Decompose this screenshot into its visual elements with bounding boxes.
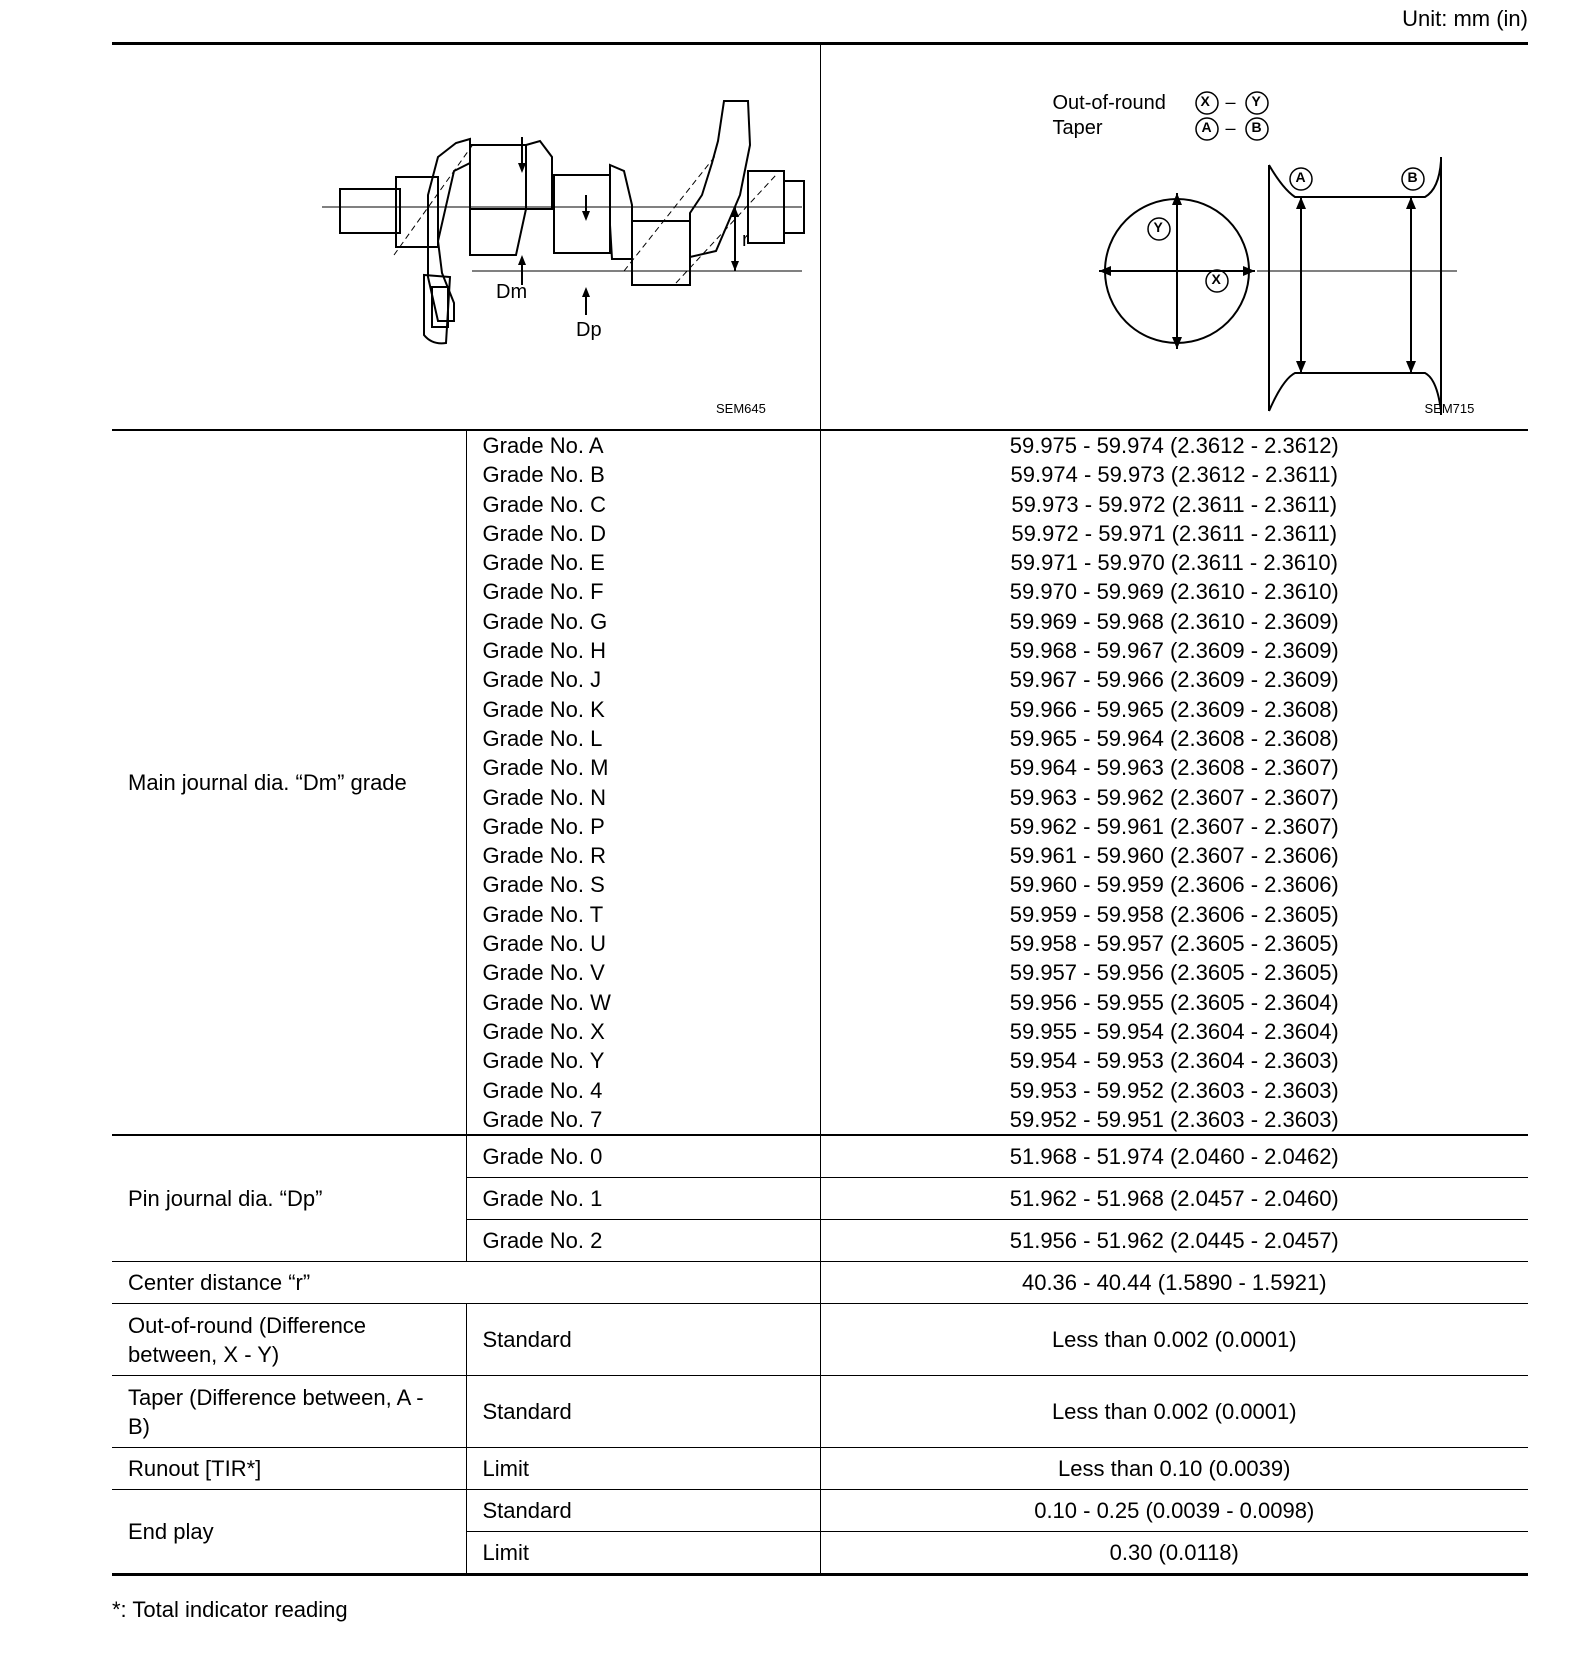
out-of-round-label: Out-of-round (Difference between, X - Y) xyxy=(112,1304,466,1376)
grade-value: 51.956 - 51.962 (2.0445 - 2.0457) xyxy=(820,1220,1528,1262)
grade-label: Grade No. 7 xyxy=(482,1106,603,1132)
mark-b-caption: B xyxy=(1251,119,1262,135)
taper-caption: Taper xyxy=(1052,117,1103,139)
mark-x-figure: X xyxy=(1211,271,1221,287)
runout-label: Runout [TIR*] xyxy=(112,1448,466,1490)
out-of-round-caption: Out-of-round xyxy=(1052,92,1166,114)
mark-y-figure: Y xyxy=(1153,219,1163,235)
dash-2: – xyxy=(1225,118,1236,138)
grade-value: 59.963 - 59.962 (2.3607 - 2.3607) xyxy=(1009,784,1339,810)
grade-value: 59.956 - 59.955 (2.3605 - 2.3604) xyxy=(1009,989,1339,1015)
taper-row xyxy=(112,1376,1528,1448)
grade-label: Grade No. 4 xyxy=(482,1077,603,1103)
runout-type: Limit xyxy=(466,1448,820,1490)
grade-value: 59.973 - 59.972 (2.3611 - 2.3611) xyxy=(1011,491,1338,517)
grade-label: Grade No. J xyxy=(482,667,602,693)
grade-label: Grade No. C xyxy=(482,491,606,517)
grade-label: Grade No. B xyxy=(482,462,605,488)
grade-label: Grade No. V xyxy=(482,960,605,986)
grade-label: Grade No. E xyxy=(482,550,605,576)
crankshaft-figure-cell xyxy=(112,44,820,431)
pin-journal-row xyxy=(112,1135,1528,1178)
end-play-standard-label: Standard xyxy=(466,1490,820,1532)
crankshaft-diagram xyxy=(112,45,820,429)
grade-label: Grade No. 0 xyxy=(466,1135,820,1178)
mark-b-figure: B xyxy=(1407,169,1418,185)
end-play-standard-value: 0.10 - 0.25 (0.0039 - 0.0098) xyxy=(820,1490,1528,1532)
taper-label: Taper (Difference between, A - B) xyxy=(112,1376,466,1448)
figure-row xyxy=(112,44,1528,431)
unit-label: Unit: mm (in) xyxy=(1402,6,1528,31)
out-of-round-row xyxy=(112,1304,1528,1376)
end-play-label: End play xyxy=(112,1490,466,1575)
grade-label: Grade No. D xyxy=(482,520,606,546)
figure-code-right: SEM715 xyxy=(1424,401,1475,416)
grade-value: 59.957 - 59.956 (2.3605 - 2.3605) xyxy=(1009,960,1339,986)
journal-measure-diagram xyxy=(821,45,1529,429)
mark-a-figure: A xyxy=(1295,169,1306,185)
main-journal-row xyxy=(112,430,1528,1135)
grade-value: 59.959 - 59.958 (2.3606 - 2.3605) xyxy=(1009,901,1339,927)
r-label: r xyxy=(742,229,749,251)
dm-label: Dm xyxy=(496,281,528,303)
grade-label: Grade No. 1 xyxy=(466,1178,820,1220)
grade-value: 59.954 - 59.953 (2.3604 - 2.3603) xyxy=(1009,1048,1339,1074)
center-distance-row xyxy=(112,1262,1528,1304)
grade-value: 59.964 - 59.963 (2.3608 - 2.3607) xyxy=(1009,755,1339,781)
grade-label: Grade No. W xyxy=(482,989,611,1015)
grade-label: Grade No. R xyxy=(482,843,606,869)
grade-label: Grade No. Y xyxy=(482,1048,605,1074)
grade-label: Grade No. G xyxy=(482,608,608,634)
mark-a-caption: A xyxy=(1201,119,1212,135)
end-play-limit-label: Limit xyxy=(466,1532,820,1575)
main-journal-value-list xyxy=(820,430,1528,1135)
grade-value: 59.969 - 59.968 (2.3610 - 2.3609) xyxy=(1009,608,1339,634)
end-play-limit-value: 0.30 (0.0118) xyxy=(820,1532,1528,1575)
grade-value: 51.962 - 51.968 (2.0457 - 2.0460) xyxy=(820,1178,1528,1220)
grade-value: 51.968 - 51.974 (2.0460 - 2.0462) xyxy=(820,1135,1528,1178)
grade-label: Grade No. U xyxy=(482,931,606,957)
grade-value: 59.958 - 59.957 (2.3605 - 2.3605) xyxy=(1009,931,1339,957)
grade-value: 59.971 - 59.970 (2.3611 - 2.3610) xyxy=(1010,550,1338,576)
grade-label: Grade No. K xyxy=(482,696,605,722)
grade-label: Grade No. X xyxy=(482,1018,605,1044)
grade-value: 59.960 - 59.959 (2.3606 - 2.3606) xyxy=(1009,872,1339,898)
grade-label: Grade No. P xyxy=(482,813,605,839)
mark-y-caption: Y xyxy=(1251,93,1261,109)
out-of-round-type: Standard xyxy=(466,1304,820,1376)
main-journal-grade-list xyxy=(466,430,820,1135)
grade-value: 59.968 - 59.967 (2.3609 - 2.3609) xyxy=(1009,638,1339,664)
grade-label: Grade No. L xyxy=(482,725,603,751)
grade-label: Grade No. N xyxy=(482,784,606,810)
center-distance-value: 40.36 - 40.44 (1.5890 - 1.5921) xyxy=(820,1262,1528,1304)
center-distance-label: Center distance “r” xyxy=(112,1262,820,1304)
footnote: *: Total indicator reading xyxy=(112,1597,348,1622)
grade-value: 59.965 - 59.964 (2.3608 - 2.3608) xyxy=(1009,725,1339,751)
grade-label: Grade No. S xyxy=(482,872,605,898)
grade-value: 59.974 - 59.973 (2.3612 - 2.3611) xyxy=(1010,462,1338,488)
grade-value: 59.961 - 59.960 (2.3607 - 2.3606) xyxy=(1009,843,1339,869)
runout-row xyxy=(112,1448,1528,1490)
dp-label: Dp xyxy=(576,319,602,341)
crankshaft-spec-table xyxy=(112,42,1528,1576)
grade-value: 59.966 - 59.965 (2.3609 - 2.3608) xyxy=(1009,696,1339,722)
journal-measure-figure-cell xyxy=(820,44,1528,431)
grade-label: Grade No. 2 xyxy=(466,1220,820,1262)
pin-journal-label: Pin journal dia. “Dp” xyxy=(112,1135,466,1262)
grade-value: 59.955 - 59.954 (2.3604 - 2.3604) xyxy=(1009,1018,1339,1044)
grade-value: 59.953 - 59.952 (2.3603 - 2.3603) xyxy=(1009,1077,1339,1103)
grade-label: Grade No. F xyxy=(482,579,604,605)
grade-value: 59.970 - 59.969 (2.3610 - 2.3610) xyxy=(1009,579,1339,605)
out-of-round-value: Less than 0.002 (0.0001) xyxy=(820,1304,1528,1376)
grade-label: Grade No. T xyxy=(482,901,604,927)
grade-value: 59.975 - 59.974 (2.3612 - 2.3612) xyxy=(1009,433,1339,458)
main-journal-label: Main journal dia. “Dm” grade xyxy=(112,430,466,1135)
end-play-standard-row xyxy=(112,1490,1528,1532)
mark-x-caption: X xyxy=(1200,93,1210,109)
grade-label: Grade No. H xyxy=(482,638,606,664)
grade-label: Grade No. M xyxy=(482,755,609,781)
figure-code-left: SEM645 xyxy=(716,401,766,416)
runout-value: Less than 0.10 (0.0039) xyxy=(820,1448,1528,1490)
grade-value: 59.952 - 59.951 (2.3603 - 2.3603) xyxy=(1009,1106,1339,1132)
grade-value: 59.972 - 59.971 (2.3611 - 2.3611) xyxy=(1011,520,1338,546)
grade-label: Grade No. A xyxy=(482,433,604,458)
taper-type: Standard xyxy=(466,1376,820,1448)
dash-1: – xyxy=(1225,92,1236,112)
taper-value: Less than 0.002 (0.0001) xyxy=(820,1376,1528,1448)
grade-value: 59.962 - 59.961 (2.3607 - 2.3607) xyxy=(1009,813,1339,839)
grade-value: 59.967 - 59.966 (2.3609 - 2.3609) xyxy=(1009,667,1339,693)
